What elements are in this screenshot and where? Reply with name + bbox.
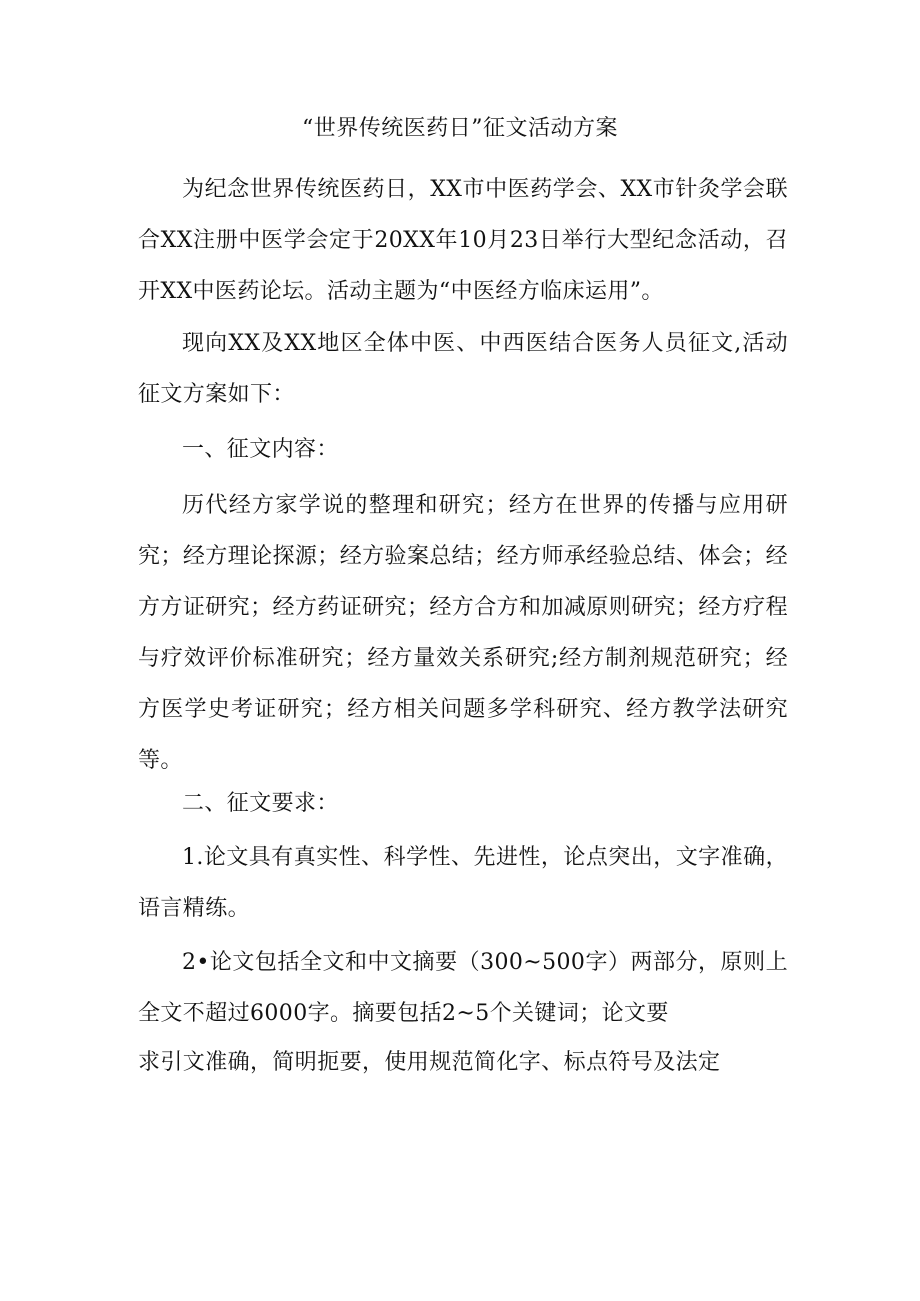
paragraph-requirement-1: 1.论文具有真实性、科学性、先进性，论点突出，文字准确，语言精练。 <box>138 845 788 921</box>
section-heading-requirements: 二、征文要求： <box>182 791 339 816</box>
paragraph-requirement-2-continuation: 求引文准确，简明扼要，使用规范简化字、标点符号及法定 <box>138 1050 721 1075</box>
document-title: “世界传统医药日”征文活动方案 <box>302 116 618 141</box>
paragraph-intro: 为纪念世界传统医药日，XX市中医药学会、XX市针灸学会联合XX注册中医学会定于20XX年10月23日举行大型纪念活动，召开XX中医药论坛。活动主题为“中医经方临床运用”。 <box>138 177 788 304</box>
paragraph-call: 现向XX及XX地区全体中医、中西医结合医务人员征文,活动征文方案如下： <box>138 331 788 407</box>
paragraph-requirement-2: 2•论文包括全文和中文摘要（300~500字）两部分，原则上全文不超过6000字。摘要包括2~5个关键词；论文要 <box>138 950 788 1026</box>
paragraph-content-topics: 历代经方家学说的整理和研究；经方在世界的传播与应用研究；经方理论探源；经方验案总结；经方师承经验总结、体会；经方方证研究；经方药证研究；经方合方和加减原则研究；经方疗程与疗效评价标准研究；经方量效关系研究;经方制剂规范研究；经方医学史考证研究；经方相关问题多学科研究、经方教学法研究等。 <box>138 493 788 773</box>
section-heading-content: 一、征文内容： <box>182 437 339 462</box>
